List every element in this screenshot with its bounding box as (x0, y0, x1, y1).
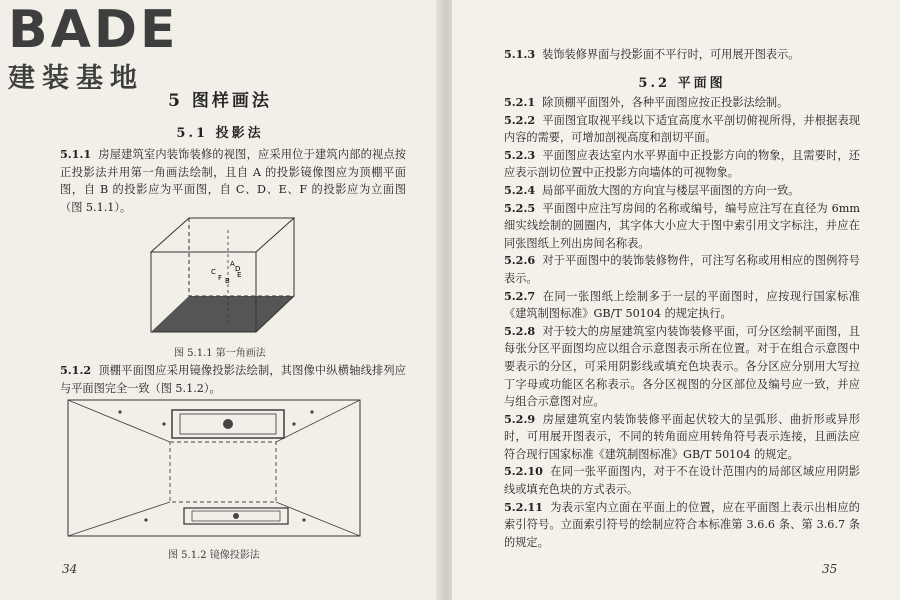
mirror-projection-figure (66, 398, 362, 538)
clause-text: 局部平面放大图的方向宜与楼层平面图的方向一致。 (542, 183, 800, 197)
paragraph-5-2-8 (504, 323, 860, 411)
box-top-face (151, 218, 294, 252)
ceiling-lamp (223, 419, 233, 429)
room-outline (68, 400, 360, 536)
section-5-2-body (504, 94, 860, 551)
spotlight-dot (144, 518, 147, 521)
brand-logo: BADE (8, 0, 179, 60)
label-f: F (218, 274, 223, 282)
spotlight-dot (162, 422, 165, 425)
paragraph-5-2-10 (504, 463, 860, 498)
label-d: D (235, 265, 241, 273)
paragraph-5-2-6 (504, 252, 860, 287)
clause-text: 装饰装修界面与投影面不平行时，可用展开图表示。 (542, 48, 800, 61)
clause-number: 5.1.1 (60, 147, 92, 161)
clause-number: 5.2.2 (504, 112, 536, 127)
floor-medallion (233, 513, 239, 519)
figure-caption-5-1-2: 图 5.1.2 镜像投影法 (168, 550, 260, 561)
first-angle-projection-figure (148, 214, 298, 336)
paragraph-5-2-7 (504, 288, 860, 323)
paragraph-5-2-5 (504, 200, 860, 253)
clause-number: 5.2.11 (504, 499, 543, 514)
paragraph-5-1-3 (504, 46, 860, 64)
clause-text: 平面图应表达室内水平界面中正投影方向的物象，且需要时，还应表示剖切位置中正投影方向墙体的可视物象。 (504, 148, 860, 180)
spotlight-dot (292, 422, 295, 425)
clause-number: 5.2.3 (504, 147, 536, 162)
label-b: B (225, 277, 230, 285)
clause-number: 5.2.10 (504, 464, 543, 479)
paragraph-5-2-4 (504, 182, 860, 200)
perspective-line-tl (68, 400, 170, 442)
figure-caption-5-1-1: 图 5.1.1 第一角画法 (174, 348, 266, 359)
paragraph-5-2-9 (504, 411, 860, 464)
clause-text: 除顶棚平面图外，各种平面图应按正投影法绘制。 (542, 96, 789, 109)
clause-number: 5.1.3 (504, 47, 536, 61)
chapter-title: 5 图样画法 (168, 91, 272, 111)
spotlight-dot (302, 518, 305, 521)
paragraph-5-1-2 (60, 362, 406, 397)
clause-text: 在同一张平面图内，对于不在设计范围内的局部区域应用阴影线或填充色块的方式表示。 (504, 465, 860, 497)
paragraph-5-2-1 (504, 94, 860, 112)
clause-number: 5.2.5 (504, 200, 536, 215)
clause-number: 5.2.8 (504, 323, 536, 338)
perspective-line-br (276, 502, 360, 536)
clause-text: 为表示室内立面在平面上的位置，应在平面图上表示出相应的索引符号。立面索引符号的绘制应符合本标准第 3.6.6 条、第 3.6.7 条的规定。 (504, 500, 860, 549)
clause-text: 房屋建筑室内装饰装修平面起伏较大的呈弧形、曲折形或异形时，可用展开图表示，不同的转角面应用转角符号表示连接，且画法应符合现行国家标准《建筑制图标准》GB/T 50104 的规定。 (504, 412, 860, 461)
clause-text: 在同一张图纸上绘制多于一层的平面图时，应按现行国家标准《建筑制图标准》GB/T 50104 的规定执行。 (504, 289, 860, 321)
clause-number: 5.2.4 (504, 182, 536, 197)
clause-text: 顶棚平面图应采用镜像投影法绘制，其图像中纵横轴线排列应与平面图完全一致（图 5.1.2）。 (60, 364, 406, 395)
brand-logo-tagline: 建装基地 (8, 63, 144, 94)
perspective-line-tr (276, 400, 360, 442)
clause-text: 平面图中应注写房间的名称或编号，编号应注写在直径为 6mm 细实线绘制的圆圈内，其字体大小应大于图中索引用文字标注，并应在同张图纸上列出房间名称表。 (504, 201, 860, 250)
floor-hatch (151, 296, 294, 332)
clause-number: 5.1.2 (60, 363, 92, 377)
clause-text: 对于平面图中的装饰装修物件，可注写名称或用相应的图例符号表示。 (504, 254, 860, 285)
paragraph-5-2-2 (504, 112, 860, 147)
clause-number: 5.2.1 (504, 95, 536, 109)
label-a: A (230, 260, 235, 268)
left-page (0, 0, 440, 600)
paragraph-5-2-11 (504, 499, 860, 552)
perspective-line-bl (68, 502, 170, 536)
paragraph-5-2-3 (504, 147, 860, 182)
paragraph-5-1-1 (60, 146, 406, 216)
clause-number: 5.2.7 (504, 288, 536, 303)
section-title-5-2: 5.2 平面图 (638, 76, 726, 91)
label-c: C (211, 268, 216, 276)
hidden-edges (189, 218, 294, 296)
right-page (452, 0, 900, 600)
clause-number: 5.2.9 (504, 411, 536, 426)
clause-text: 房屋建筑室内装饰装修的视图，应采用位于建筑内部的视点按正投影法并用第一角画法绘制，且自 A 的投影镜像图应为顶棚平面图，自 B 的投影应为平面图，自 C、D、E、F 的投影应为立面图（图 5.1.1）。 (60, 148, 406, 214)
clause-text: 平面图宜取视平线以下适宜高度水平剖切俯视所得，并根据表现内容的需要，可增加剖视高度和剖切平面。 (504, 113, 860, 145)
clause-number: 5.2.6 (504, 253, 536, 268)
section-title-5-1: 5.1 投影法 (176, 126, 264, 141)
page-number-right: 35 (822, 562, 838, 576)
label-e: E (237, 271, 242, 279)
page-number-left: 34 (62, 562, 78, 576)
spotlight-dot (118, 410, 121, 413)
room-inner-outline (170, 442, 276, 502)
clause-text: 对于较大的房屋建筑室内装饰装修平面，可分区绘制平面图，且每张分区平面图均应以组合示意图表示所在位置。对于在组合示意图中要表示的分区，可采用阴影线或填充色块表示。各分区应分别用大写拉丁字母或功能区名称表示。各分区视图的分区部位及编号应一致，并应与组合示意图对应。 (504, 324, 860, 409)
spotlight-dot (310, 410, 313, 413)
